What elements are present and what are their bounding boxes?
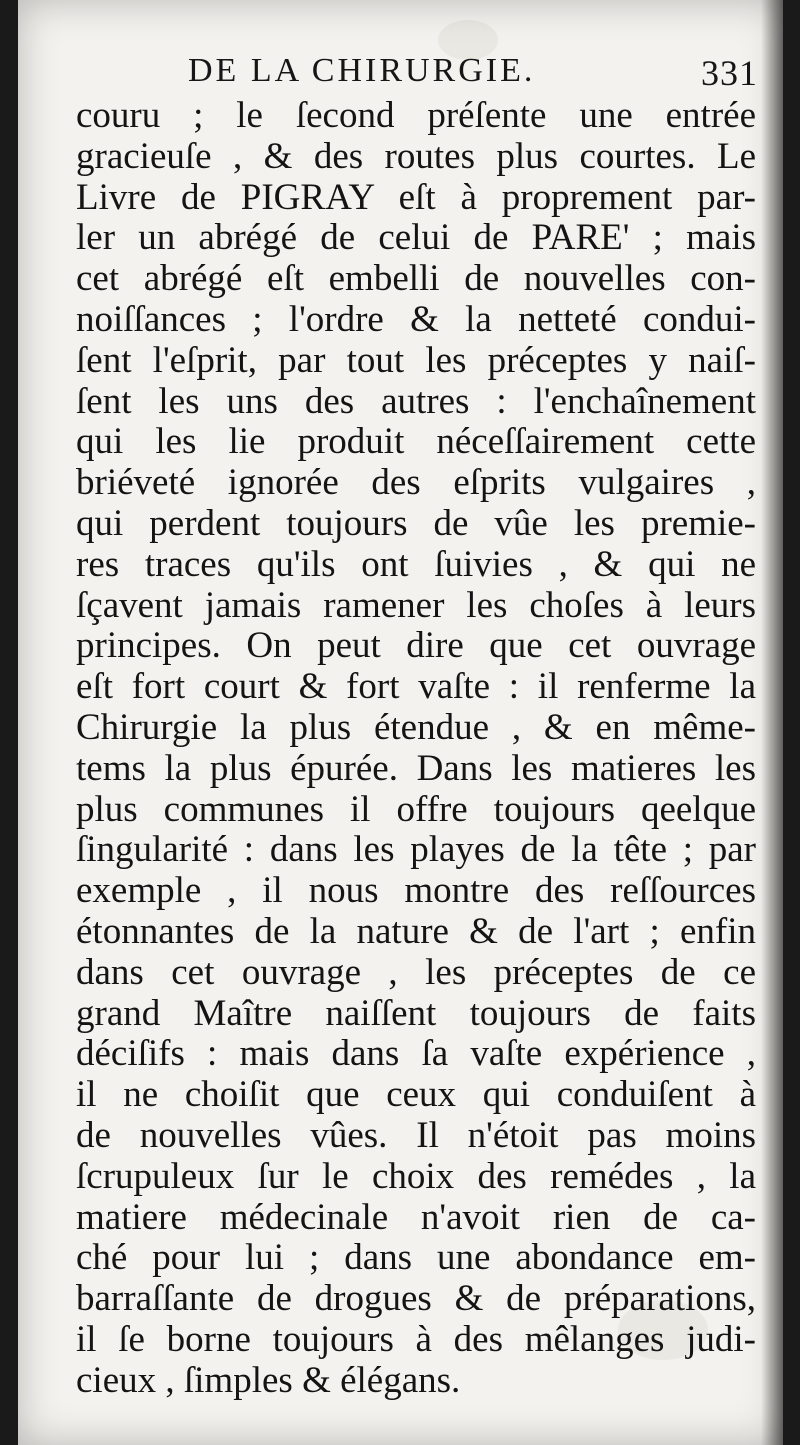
text-line: ſcrupuleux ſur le choix des remédes , la — [76, 1155, 756, 1197]
text-line: eſt fort court & fort vaſte : il renferme la — [76, 666, 756, 708]
text-line: qui les lie produit néceſſairement cette — [76, 421, 756, 463]
text-line: principes. On peut dire que cet ouvrage — [76, 625, 756, 667]
text-line: matiere médecinale n'avoit rien de ca- — [76, 1196, 756, 1238]
text-line: ſent l'eſprit, par tout les préceptes y naiſ- — [76, 339, 756, 381]
text-line: dans cet ouvrage , les préceptes de ce — [76, 951, 756, 993]
text-line: il ſe borne toujours à des mêlanges judi- — [76, 1318, 756, 1360]
running-title: DE LA CHIRURGIE. — [188, 52, 536, 89]
text-line: grand Maître naiſſent toujours de faits — [76, 992, 756, 1034]
text-line: ſingularité : dans les playes de la tête ; par — [76, 829, 756, 871]
text-line: plus communes il offre toujours qeelque — [76, 788, 756, 830]
text-line: briéveté ignorée des eſprits vulgaires , — [76, 462, 756, 504]
text-line: cieux , ſimples & élégans. — [76, 1359, 461, 1401]
text-line: il ne choiſit que ceux qui conduiſent à — [76, 1074, 756, 1116]
text-line: ler un abrégé de celui de PARE' ; mais — [76, 217, 756, 259]
text-line: de nouvelles vûes. Il n'étoit pas moins — [76, 1114, 756, 1156]
text-line: noiſſances ; l'ordre & la netteté condui- — [76, 298, 756, 340]
text-line: gracieuſe , & des routes plus courtes. Le — [76, 135, 756, 177]
page-number: 331 — [701, 53, 758, 93]
text-line: qui perdent toujours de vûe les premie- — [76, 502, 756, 544]
text-line: tems la plus épurée. Dans les matieres les — [76, 747, 756, 789]
text-line: Chirurgie la plus étendue , & en même- — [76, 706, 756, 748]
text-line: cet abrégé eſt embelli de nouvelles con- — [76, 258, 756, 300]
book-page — [18, 0, 783, 1445]
text-line: étonnantes de la nature & de l'art ; enfin — [76, 910, 756, 952]
text-line: ſent les uns des autres : l'enchaînement — [76, 380, 756, 422]
text-line: couru ; le ſecond préſente une entrée — [76, 95, 756, 136]
text-line: ché pour lui ; dans une abondance em- — [76, 1237, 756, 1279]
text-line: déciſifs : mais dans ſa vaſte expérience , — [76, 1033, 756, 1075]
text-line: barraſſante de drogues & de préparations, — [76, 1278, 756, 1320]
text-line: Livre de PIGRAY eſt à proprement par- — [76, 176, 756, 218]
page-edge-shadow — [761, 0, 783, 1445]
text-line: ſçavent jamais ramener les choſes à leurs — [76, 584, 756, 626]
text-line: res traces qu'ils ont ſuivies , & qui ne — [76, 543, 756, 585]
text-line: exemple , il nous montre des reſſources — [76, 870, 756, 912]
body-text — [76, 96, 756, 1402]
